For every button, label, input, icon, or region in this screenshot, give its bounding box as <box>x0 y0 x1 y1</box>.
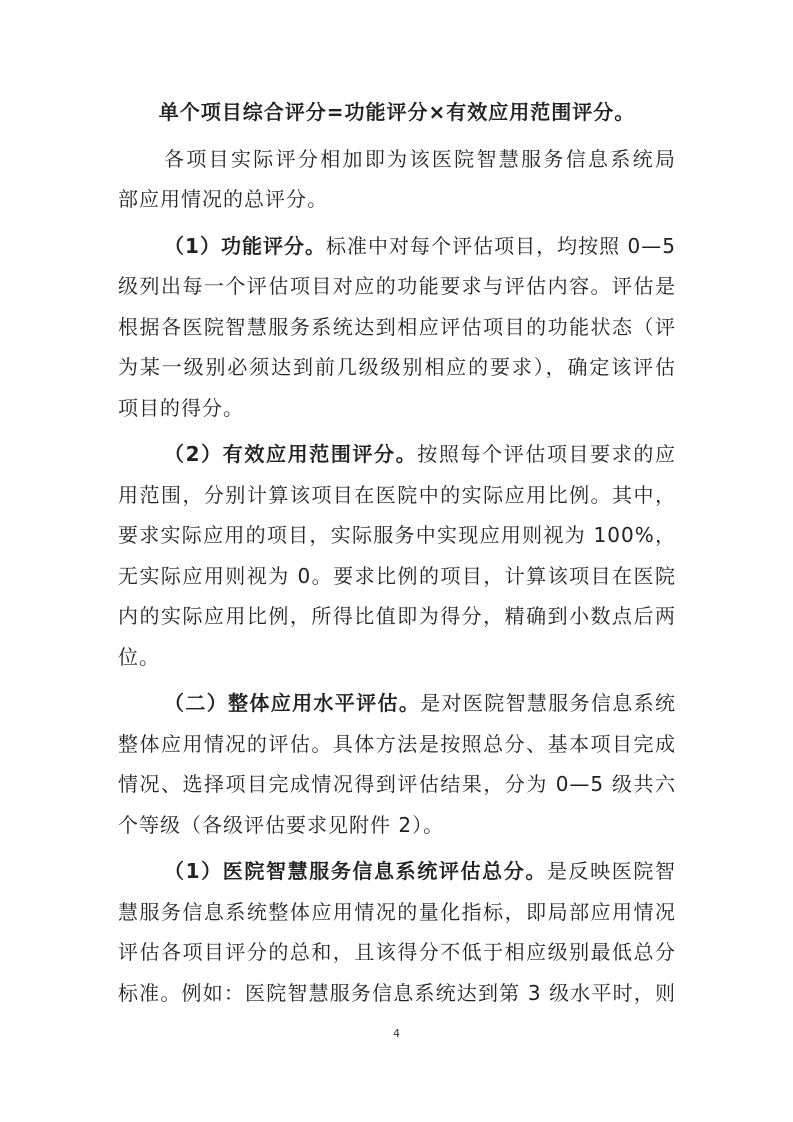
body-text: 标准。例如：医院智慧服务信息系统达到第 3 级水平时，则 <box>118 980 676 1005</box>
body-text: 要求实际应用的项目，实际服务中实现应用则视为 100%， <box>118 523 676 547</box>
paragraph <box>118 434 676 677</box>
text-line <box>118 892 676 933</box>
text-line <box>118 179 676 220</box>
body-text: 为某一级别必须达到前几级级别相应的要求），确定该评估 <box>118 355 676 379</box>
body-text: 评估各项目评分的总和，且该得分不低于相应级别最低总分 <box>118 940 676 964</box>
body-text: 整体应用情况的评估。具体方法是按照总分、基本项目完成 <box>118 731 676 756</box>
text-line <box>118 973 676 1014</box>
body-text: 位。 <box>118 644 160 669</box>
text-line <box>118 932 676 973</box>
text-line <box>118 764 676 805</box>
body-text: 标准中对每个评估项目，均按照 0—5 <box>326 233 676 258</box>
body-text: 部应用情况的总评分。 <box>118 187 328 211</box>
text-line <box>118 266 676 307</box>
text-line <box>118 596 676 637</box>
text-line <box>118 724 676 765</box>
body-text: 无实际应用则视为 0。要求比例的项目，计算该项目在医院 <box>118 563 676 588</box>
text-line <box>118 139 676 180</box>
text-line <box>118 556 676 597</box>
text-line <box>118 805 676 846</box>
bold-heading-text: （1）功能评分。 <box>164 233 327 258</box>
body-text: 慧服务信息系统整体应用情况的量化指标，即局部应用情况 <box>118 899 676 924</box>
text-line <box>118 851 676 892</box>
body-text: 根据各医院智慧服务系统达到相应评估项目的功能状态（评 <box>118 314 676 339</box>
bold-heading-text: （1）医院智慧服务信息系统评估总分。 <box>164 859 547 883</box>
bold-heading-text: （二）整体应用水平评估。 <box>164 691 421 715</box>
body-text: 按照每个评估项目要求的应 <box>417 442 676 466</box>
text-line <box>118 475 676 516</box>
body-text: 内的实际应用比例，所得比值即为得分，精确到小数点后两 <box>118 604 676 628</box>
body-text: 用范围，分别计算该项目在医院中的实际应用比例。其中， <box>118 482 676 507</box>
document-body <box>118 92 676 1019</box>
bold-heading-text: 单个项目综合评分=功能评分×有效应用范围评分。 <box>158 100 636 124</box>
text-line <box>118 683 676 724</box>
paragraph <box>118 92 676 133</box>
body-text: 情况、选择项目完成情况得到评估结果，分为 0—5 级共六 <box>118 772 676 796</box>
text-line <box>118 226 676 267</box>
paragraph <box>118 226 676 429</box>
text-line <box>118 92 676 133</box>
text-line <box>118 388 676 429</box>
paragraph <box>118 683 676 845</box>
page-number: 4 <box>393 1027 400 1040</box>
body-text: 是反映医院智 <box>546 859 676 883</box>
paragraph <box>118 139 676 220</box>
text-line <box>118 434 676 475</box>
bold-heading-text: （2）有效应用范围评分。 <box>164 442 418 466</box>
text-line <box>118 307 676 348</box>
text-line <box>118 347 676 388</box>
body-text: 级列出每一个评估项目对应的功能要求与评估内容。评估是 <box>118 274 676 298</box>
body-text: 各项目实际评分相加即为该医院智慧服务信息系统局 <box>164 146 676 171</box>
body-text: 个等级（各级评估要求见附件 2）。 <box>118 812 445 837</box>
text-line <box>118 515 676 556</box>
body-text: 是对医院智慧服务信息系统 <box>420 691 677 715</box>
body-text: 项目的得分。 <box>118 395 244 420</box>
paragraph <box>118 851 676 1013</box>
text-line <box>118 637 676 678</box>
